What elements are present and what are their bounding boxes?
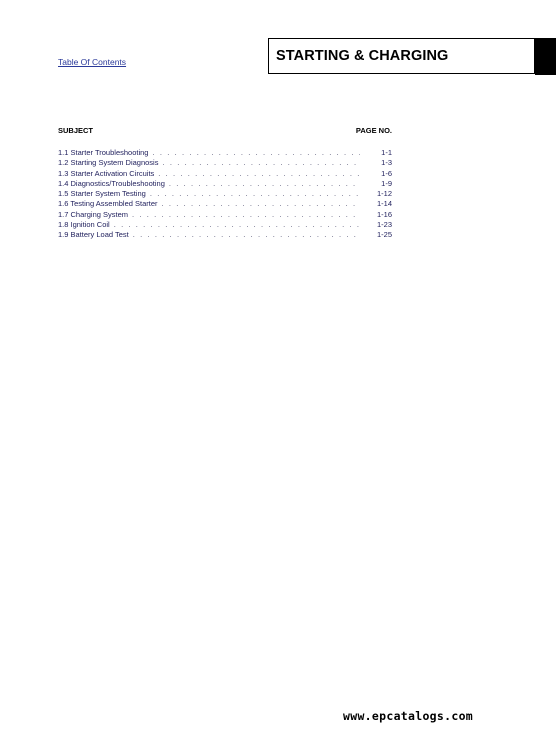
toc-entry[interactable]: [58, 189, 392, 199]
toc-entry-page: 1-6: [381, 168, 392, 178]
site-watermark: www.epcatalogs.com: [343, 709, 474, 723]
toc-entry-page: 1-12: [376, 189, 392, 199]
subject-heading: SUBJECT: [58, 126, 94, 135]
leader-dots: [152, 148, 360, 158]
toc-header: [58, 126, 392, 135]
toc-entry-page: 1-25: [376, 230, 392, 240]
section-tab-marker: [535, 38, 556, 75]
leader-dots: [162, 158, 360, 168]
toc-entry[interactable]: [58, 169, 392, 179]
toc-entry-label: 1.4 Diagnostics/Troubleshooting: [58, 178, 165, 188]
section-title-box: [268, 38, 535, 74]
toc-entry-page: 1-14: [376, 199, 392, 209]
leader-dots: [114, 220, 360, 230]
toc-entry-page: 1-9: [381, 178, 392, 188]
toc-entry[interactable]: [58, 230, 392, 240]
leader-dots: [158, 169, 360, 179]
leader-dots: [133, 230, 360, 240]
page-number-heading: PAGE NO.: [355, 126, 392, 135]
toc-entry-page: 1-23: [376, 220, 392, 230]
leader-dots: [150, 189, 360, 199]
toc-entry-page: 1-3: [381, 158, 392, 168]
toc-entry-label: 1.5 Starter System Testing: [58, 189, 146, 199]
toc-entry-page: 1-16: [376, 209, 392, 219]
leader-dots: [132, 210, 360, 220]
leader-dots: [169, 179, 360, 189]
table-of-contents-link[interactable]: Table Of Contents: [58, 57, 127, 67]
section-title: STARTING & CHARGING: [276, 48, 449, 64]
toc-entry[interactable]: [58, 199, 392, 209]
toc-entry-label: 1.7 Charging System: [58, 209, 129, 219]
toc-entry[interactable]: [58, 220, 392, 230]
toc-entry-label: 1.2 Starting System Diagnosis: [58, 158, 159, 168]
toc-entry[interactable]: [58, 158, 392, 168]
toc-entry-page: 1-1: [381, 148, 392, 157]
toc-entry[interactable]: [58, 210, 392, 220]
toc-entry-label: 1.6 Testing Assembled Starter: [58, 199, 158, 209]
toc-entry-label: 1.1 Starter Troubleshooting: [58, 148, 149, 157]
toc-entry-label: 1.8 Ignition Coil: [58, 220, 110, 230]
toc-entry[interactable]: [58, 179, 392, 189]
toc-entry-label: 1.9 Battery Load Test: [58, 230, 129, 240]
leader-dots: [162, 199, 361, 209]
toc-entry[interactable]: [58, 148, 392, 158]
table-of-contents: [58, 126, 392, 241]
toc-entry-label: 1.3 Starter Activation Circuits: [58, 168, 155, 178]
